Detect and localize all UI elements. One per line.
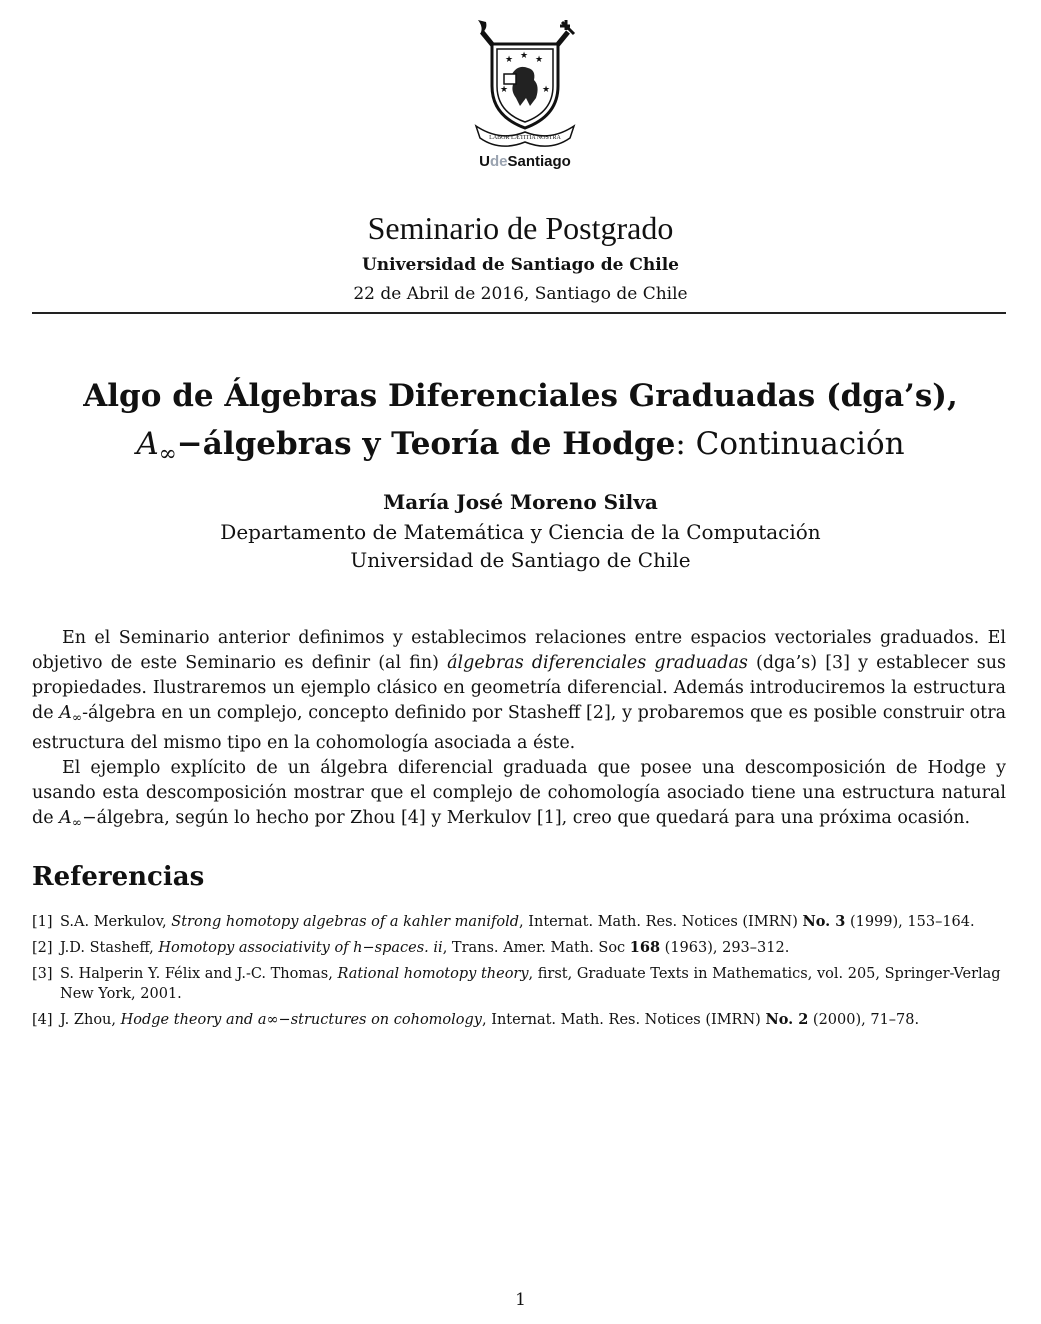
author-affiliation: [0, 518, 1041, 574]
abstract-body: [32, 626, 1006, 835]
author-university: Universidad de Santiago de Chile: [350, 548, 691, 572]
paragraph-2: El ejemplo explícito de un álgebra diferencial graduada que posee una descomposición de Hodge y usando esta descomposición mostrar que el complejo de cohomología asociado tiene una estructura natural de $A_\infty-álgebra$, según lo hecho por Zhou [4] y Merkulov [1], creo que quedará para una próxima ocasión.: [32, 757, 1006, 830]
author-name: María José Moreno Silva: [383, 490, 658, 514]
svg-text:★: ★: [520, 51, 529, 61]
svg-text:★: ★: [535, 55, 544, 65]
svg-text:★: ★: [542, 85, 551, 95]
university-logo: [470, 14, 580, 174]
paragraph-1: En el Seminario anterior definimos y establecimos relaciones entre espacios vectoriales graduados. El objetivo de este Seminario es definir (al fin) álgebras diferenciales graduadas (dga’s) [3] y establecer sus propiedades. Ilustraremos un ejemplo clásico en geometría diferencial. Además introduciremos la estructura de $A_\infty$-álgebra en un complejo, concepto definido por Stasheff [2], y probaremos que es posible construir otra estructura del mismo tipo en la cohomología asociada a éste.: [32, 628, 1006, 753]
svg-text:UdeSantiago: UdeSantiago: [479, 153, 571, 170]
reference-item: [1] S.A. Merkulov, Strong homotopy algebras of a kahler manifold, Internat. Math. Res. Notices (IMRN) No. 3 (1999), 153–164.: [32, 913, 975, 930]
author-department: Departamento de Matemática y Ciencia de la Computación: [220, 520, 821, 544]
svg-text:★: ★: [505, 55, 514, 65]
references-list: [32, 912, 1006, 1036]
reference-item: [3] S. Halperin Y. Félix and J.-C. Thomas, Rational homotopy theory, first, Graduate Texts in Mathematics, vol. 205, Springer-Verlag New York, 2001.: [32, 966, 1001, 1002]
title-line-2: $A_\infty-álgebras$ y Teoría de Hodge: Continuación: [136, 426, 905, 467]
header-divider: [32, 312, 1006, 314]
reference-item: [4] J. Zhou, Hodge theory and a∞−structures on cohomology, Internat. Math. Res. Notices (IMRN) No. 2 (2000), 71–78.: [32, 1011, 920, 1028]
coat-of-arms-icon: [470, 14, 580, 174]
header-date: 22 de Abril de 2016, Santiago de Chile: [353, 284, 688, 304]
reference-item: [2] J.D. Stasheff, Homotopy associativity of h−spaces. ii, Trans. Amer. Math. Soc 168 (1963), 293–312.: [32, 939, 790, 956]
svg-text:LABOR LÆTITIA NOSTRA: LABOR LÆTITIA NOSTRA: [489, 135, 561, 141]
references-heading: Referencias: [32, 862, 205, 892]
paper-title: [0, 372, 1041, 479]
header-university: Universidad de Santiago de Chile: [361, 255, 679, 275]
svg-text:★: ★: [500, 85, 509, 95]
page-number: 1: [515, 1290, 526, 1310]
title-line-1: Algo de Álgebras Diferenciales Graduadas (dga’s),: [83, 378, 958, 414]
seminar-series-title: Seminario de Postgrado: [367, 210, 674, 246]
